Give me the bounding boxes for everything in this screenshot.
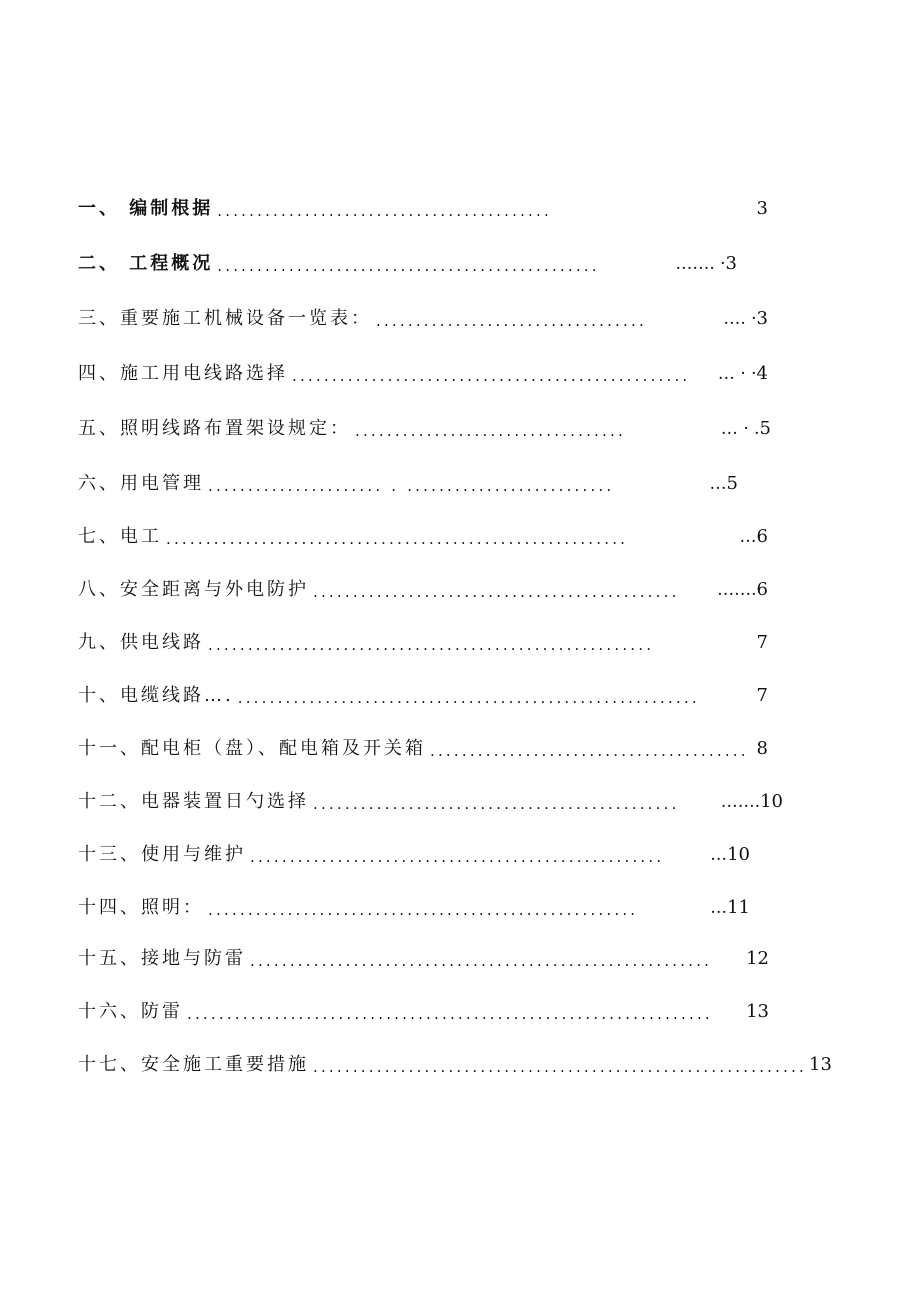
toc-page-number: 5 [759, 418, 771, 439]
toc-entry-16 [78, 999, 769, 1025]
toc-leader-trail: … [709, 474, 727, 494]
toc-page-number: 5 [726, 473, 738, 494]
toc-leader-dots: ........................................ [430, 742, 749, 760]
toc-leader-dots: .......................................................... [166, 530, 629, 548]
toc-entry-label: 十二、电器装置日勺选择 [78, 791, 309, 812]
toc-entry-11 [78, 736, 768, 762]
toc-page-number: 3 [756, 198, 768, 219]
toc-page-number: 13 [809, 1054, 832, 1075]
toc-leader-trail: ……. [717, 580, 757, 600]
toc-leader-trail: … [710, 845, 728, 865]
toc-entry-label: 十六、防雷 [78, 1001, 183, 1022]
toc-page-number: 12 [746, 948, 769, 969]
toc-leader-trail: ……. [720, 792, 761, 812]
toc-entry-12 [78, 789, 783, 815]
toc-leader-dots: .................................................................. [187, 1005, 713, 1023]
toc-page-number: 10 [727, 844, 750, 865]
toc-leader-dots: ...................... . .......................... [208, 477, 615, 495]
toc-entry-5 [78, 416, 771, 442]
toc-page-number: 3 [725, 253, 737, 274]
toc-page-number: 8 [756, 738, 768, 759]
toc-entry-label: 十一、配电柜（盘）、配电箱及开关箱 [78, 738, 426, 759]
toc-entry-label: 三、重要施工机械设备一览表： [78, 308, 372, 329]
toc-entry-7 [78, 524, 768, 550]
toc-leader-dots: ................................................ [217, 257, 600, 275]
toc-leader-dots: .......................................... [217, 202, 552, 220]
toc-page-number: 13 [746, 1001, 769, 1022]
toc-leader-trail: … [739, 527, 757, 547]
toc-leader-dots: ...................................................... [208, 901, 639, 919]
toc-page-number: 11 [727, 897, 750, 918]
toc-entry-2 [78, 251, 737, 277]
toc-entry-10 [78, 683, 768, 709]
toc-leader-dots: .......................................................... [237, 689, 700, 707]
toc-entry-label: 四、施工用电线路选择 [78, 363, 288, 384]
toc-entry-15 [78, 946, 769, 972]
toc-page-number: 7 [756, 632, 768, 653]
toc-leader-trail: … [710, 898, 728, 918]
toc-entry-label: 十四、照明： [78, 897, 204, 918]
toc-leader-dots: .............................................................. [313, 1058, 808, 1076]
toc-leader-dots: .................................................. [292, 367, 691, 385]
toc-entry-9 [78, 630, 768, 656]
toc-entry-14 [78, 895, 750, 921]
toc-leader-dots: ........................................................ [208, 636, 655, 654]
toc-leader-dots: .................................. [355, 422, 626, 440]
toc-entry-label: 八、安全距离与外电防护 [78, 579, 309, 600]
toc-entry-label: 十三、使用与维护 [78, 844, 246, 865]
toc-entry-label: 十、电缆线路…. [78, 685, 234, 706]
toc-entry-4 [78, 361, 768, 387]
toc-leader-trail: …. · [723, 309, 757, 329]
toc-page-number: 4 [756, 363, 768, 384]
toc-leader-dots: .................................................... [250, 848, 665, 866]
toc-entry-8 [78, 577, 768, 603]
toc-page-number: 7 [756, 685, 768, 706]
toc-entry-6 [78, 471, 738, 497]
toc-entry-label: 一、 编制根据 [78, 198, 214, 219]
toc-leader-dots: .................................. [376, 312, 647, 330]
toc-leader-dots: .............................................. [313, 795, 680, 813]
toc-entry-label: 二、 工程概况 [78, 253, 214, 274]
toc-page-number: 6 [756, 579, 768, 600]
toc-entry-1 [78, 196, 768, 222]
toc-entry-label: 十七、安全施工重要措施 [78, 1054, 309, 1075]
toc-leader-dots: .......................................................... [250, 952, 713, 970]
toc-page-number: 10 [760, 791, 783, 812]
toc-entry-label: 十五、接地与防雷 [78, 948, 246, 969]
toc-entry-label: 七、电工 [78, 526, 162, 547]
toc-entry-label: 五、照明线路布置架设规定： [78, 418, 351, 439]
toc-leader-dots: .............................................. [313, 583, 680, 601]
toc-entry-17 [78, 1052, 832, 1078]
toc-page-number: 6 [756, 526, 768, 547]
toc-entry-13 [78, 842, 750, 868]
toc-page-number: 3 [756, 308, 768, 329]
toc-leader-trail: … · · [717, 364, 757, 384]
toc-entry-label: 六、用电管理 [78, 473, 204, 494]
toc-entry-label: 九、供电线路 [78, 632, 204, 653]
toc-entry-3 [78, 306, 768, 332]
toc-leader-trail: … · . [720, 419, 760, 439]
toc-leader-trail: ……. · [675, 254, 726, 274]
